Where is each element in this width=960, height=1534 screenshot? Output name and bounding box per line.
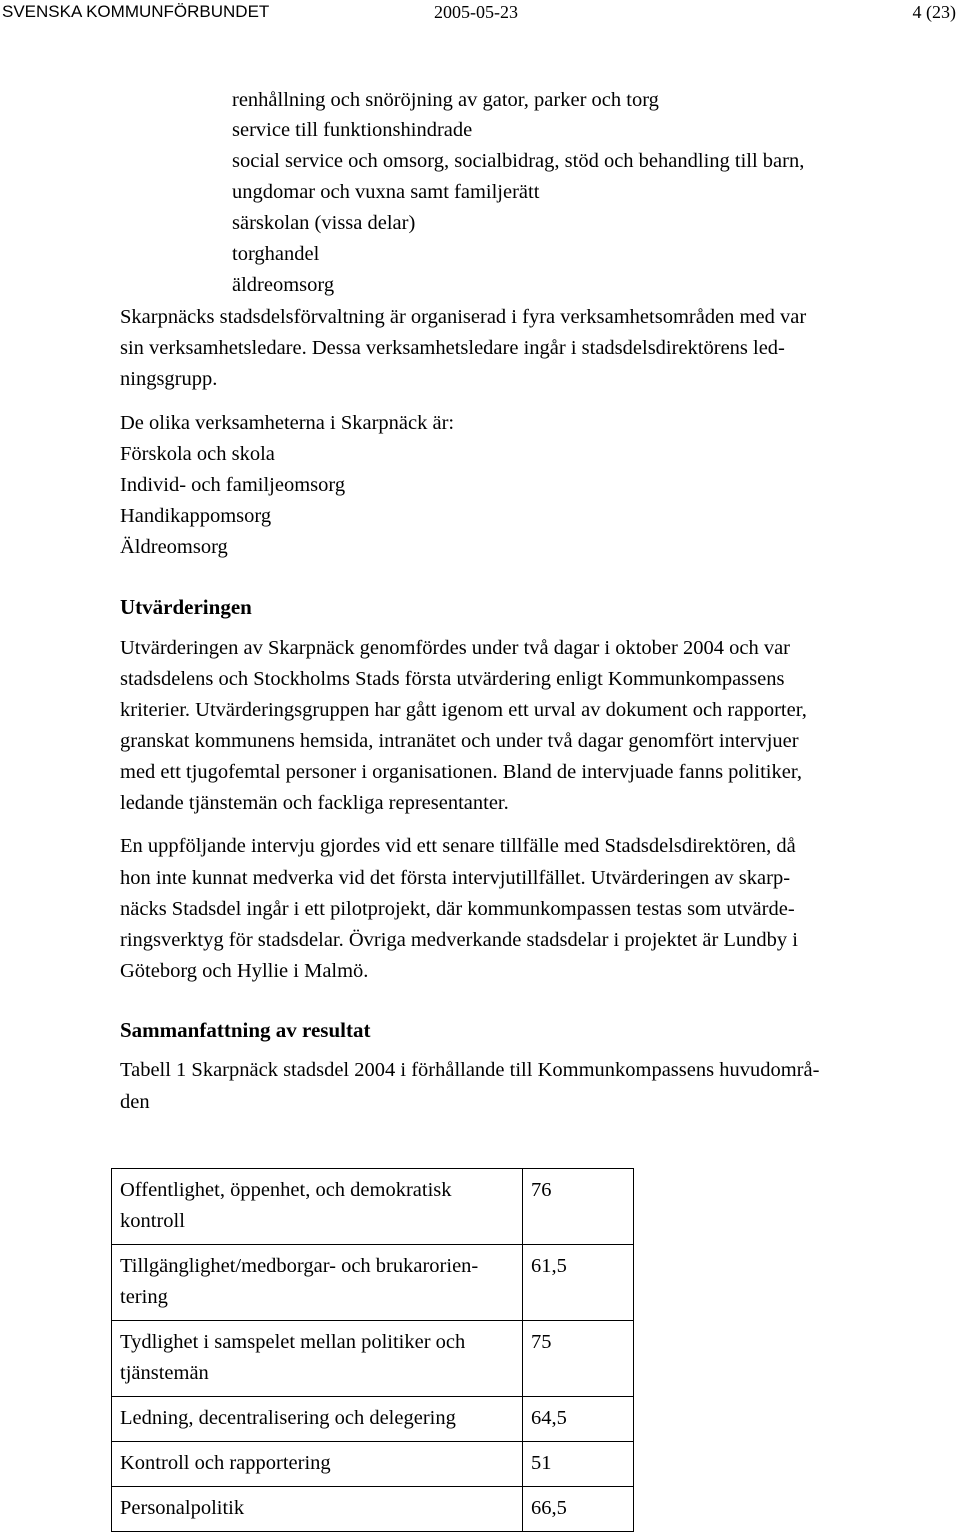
table-row xyxy=(112,1397,634,1442)
table-cell-area: Personalpolitik xyxy=(112,1487,523,1532)
paragraph-line: ledande tjänstemän och fackliga representanter. xyxy=(120,792,509,814)
table-row xyxy=(112,1169,634,1245)
section-heading-summary: Sammanfattning av resultat xyxy=(120,1018,371,1042)
paragraph-line: En uppföljande intervju gjordes vid ett senare tillfälle med Stadsdelsdirektören, då xyxy=(120,835,796,857)
table-cell-score: 51 xyxy=(523,1442,634,1487)
paragraph-line: näcks Stadsdel ingår i ett pilotprojekt, där kommunkompassen testas som utvärde- xyxy=(120,898,795,920)
list-item: ungdomar och vuxna samt familjerätt xyxy=(232,181,540,203)
area-label: Offentlighet, öppenhet, och demokratisk xyxy=(120,1179,452,1201)
paragraph-line: sin verksamhetsledare. Dessa verksamhetsledare ingår i stadsdelsdirektörens led- xyxy=(120,337,785,359)
area-item: Handikappomsorg xyxy=(120,505,272,527)
list-item: särskolan (vissa delar) xyxy=(232,212,416,234)
paragraph-line: kriterier. Utvärderingsgruppen har gått igenom ett urval av dokument och rapporter, xyxy=(120,699,807,721)
header-date: 2005-05-23 xyxy=(434,2,518,22)
table-cell-score: 75 xyxy=(523,1321,634,1397)
paragraph-line: hon inte kunnat medverka vid det första intervjutillfället. Utvärderingen av skarp- xyxy=(120,867,791,889)
table-cell-area: Ledning, decentralisering och delegering xyxy=(112,1397,523,1442)
area-item: Förskola och skola xyxy=(120,443,275,465)
paragraph-line: ringsverktyg för stadsdelar. Övriga medverkande stadsdelar i projektet är Lundby i xyxy=(120,929,799,951)
list-item: social service och omsorg, socialbidrag, stöd och behandling till barn, xyxy=(232,150,805,172)
table-row xyxy=(112,1245,634,1321)
results-table xyxy=(111,1168,634,1532)
list-item: torghandel xyxy=(232,243,320,265)
paragraph-line: Utvärderingen av Skarpnäck genomfördes under två dagar i oktober 2004 och var xyxy=(120,637,791,659)
paragraph-line: stadsdelens och Stockholms Stads första utvärdering enligt Kommunkompassens xyxy=(120,668,785,690)
table-caption: Tabell 1 Skarpnäck stadsdel 2004 i förhållande till Kommunkompassens huvudområ- xyxy=(120,1059,820,1081)
list-item: renhållning och snöröjning av gator, parker och torg xyxy=(232,89,659,111)
paragraph-line: Skarpnäcks stadsdelsförvaltning är organiserad i fyra verksamhetsområden med var xyxy=(120,306,807,328)
area-label: Tydlighet i samspelet mellan politiker och xyxy=(120,1331,466,1353)
paragraph-line: med ett tjugofemtal personer i organisationen. Bland de intervjuade fanns politiker, xyxy=(120,761,802,783)
table-caption: den xyxy=(120,1091,150,1113)
table-cell-score: 76 xyxy=(523,1169,634,1245)
paragraph-line: Göteborg och Hyllie i Malmö. xyxy=(120,960,369,982)
page-header xyxy=(0,0,960,26)
area-item: Äldreomsorg xyxy=(120,536,228,558)
area-label: kontroll xyxy=(120,1210,185,1232)
area-label: Tillgänglighet/medborgar- och brukarorien- xyxy=(120,1255,479,1277)
areas-intro: De olika verksamheterna i Skarpnäck är: xyxy=(120,412,455,434)
table-cell-score: 64,5 xyxy=(523,1397,634,1442)
list-item: service till funktionshindrade xyxy=(232,119,473,141)
list-item: äldreomsorg xyxy=(232,274,335,296)
table-cell-area xyxy=(112,1245,523,1321)
area-item: Individ- och familjeomsorg xyxy=(120,474,346,496)
table-row xyxy=(112,1321,634,1397)
header-page-number: 4 (23) xyxy=(912,2,956,22)
paragraph-line: ningsgrupp. xyxy=(120,368,218,390)
table-cell-score: 66,5 xyxy=(523,1487,634,1532)
header-organization: SVENSKA KOMMUNFÖRBUNDET xyxy=(2,2,270,21)
area-label: tjänstemän xyxy=(120,1362,209,1384)
table-row xyxy=(112,1487,634,1532)
table-cell-area xyxy=(112,1321,523,1397)
area-label: tering xyxy=(120,1286,168,1308)
table-cell-score: 61,5 xyxy=(523,1245,634,1321)
table-cell-area xyxy=(112,1169,523,1245)
table-row xyxy=(112,1442,634,1487)
table-cell-area: Kontroll och rapportering xyxy=(112,1442,523,1487)
section-heading-evaluation: Utvärderingen xyxy=(120,595,252,619)
paragraph-line: granskat kommunens hemsida, intranätet och under två dagar genomfört intervjuer xyxy=(120,730,799,752)
